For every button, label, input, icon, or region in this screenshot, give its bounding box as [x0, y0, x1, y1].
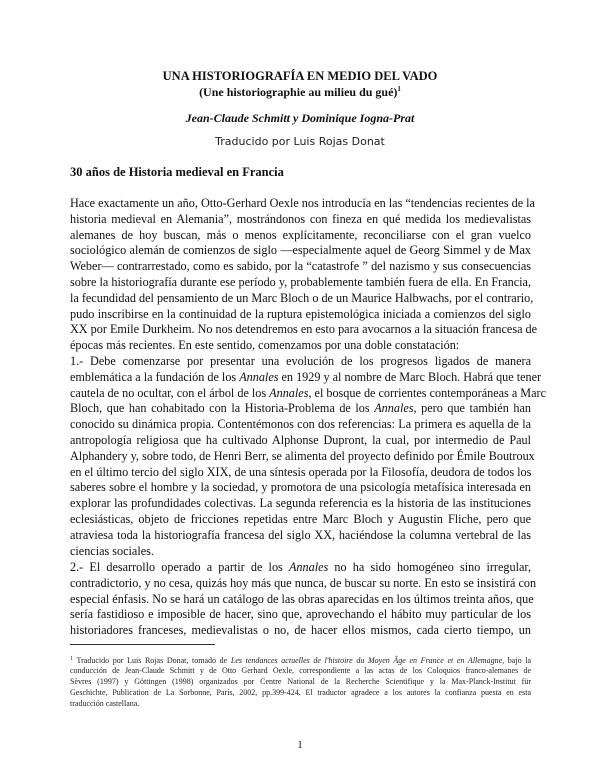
footnote-line	[70, 698, 531, 709]
text-segment: saberes sobre el hombre y la sociedad, y promotora de una psicología metafísica interesada en	[70, 480, 531, 495]
text-line	[70, 528, 531, 544]
footnote-marker: 1	[70, 656, 73, 662]
text-segment: emblemática a la fundación de los	[70, 369, 240, 384]
text-line: alemanes de hoy buscan, más o menos explícitamente, reconciliarse con el gran vuelco	[70, 227, 531, 242]
text-segment: 1.- Debe comenzarse por presentar una evolución de los progresos ligados de manera	[70, 354, 531, 368]
text-line	[70, 496, 531, 512]
text-line: la fecundidad del pensamiento de un Marc Bloch o de un Maurice Halbwachs, por el contrario,	[70, 290, 534, 305]
text-segment: Alphandery y, sobre todo, de Henri Berr, se alimenta del proyecto definido por Émile Boutroux	[70, 448, 535, 463]
text-segment: Traducido por Luis Rojas Donat, tomado de	[76, 656, 231, 665]
text-segment: Bloch, que han cohabitado con la Historia-Problema de los	[70, 401, 375, 416]
text-line	[70, 417, 531, 433]
text-line: XX por Emile Durkheim. No nos detendremos en esto para avocarnos a la situación francesa de	[70, 322, 538, 337]
text-line: sociológico alemán de comienzos de siglo —especialmente aquel de Georg Simmel y de Max	[70, 243, 531, 258]
text-line	[70, 480, 531, 496]
text-segment: cautela de no ocultar, con el árbol de los	[70, 385, 270, 400]
paragraph-intro	[70, 196, 538, 354]
translator-line: Traducido por Luis Rojas Donat	[215, 135, 385, 148]
italic-title: Annales	[269, 385, 309, 400]
text-segment: Sèvres (1997) y Göttingen (1998) organizados por Centre National de la Recherche Scientifique y la Max-Planck-Institut für	[70, 677, 531, 686]
text-segment: no ha sido homogéneo sino irregular,	[328, 560, 531, 574]
text-segment: sería fastidioso e imposible de hacer, sino que, aprovechando el hábito muy particular de los	[70, 607, 531, 622]
footnote-line	[70, 654, 531, 665]
text-segment: Geschichte, Publication de La Sorbonne, París, 2002, pp.399-424. El traductor agradece a los autores la confianza puesta en esta	[70, 688, 531, 697]
text-segment: contradictorio, y no cesa, quizás hoy más que nunca, de buscar su norte. En esto se insistirá con	[70, 575, 537, 590]
paragraph-point-one	[70, 354, 546, 559]
subtitle-text: (Une historiographie au milieu du gué)	[199, 85, 398, 99]
footnote-line	[70, 687, 531, 698]
text-line	[70, 401, 531, 417]
italic-title: Annales	[239, 369, 279, 384]
text-line	[70, 465, 531, 481]
footnote-separator	[70, 644, 215, 645]
text-segment: conducción de Jean-Claude Schmitt y de Otto Gerhard Oexle, correspondiente a las actas de los Coloquios franco-alemanes de	[70, 666, 531, 675]
text-segment: , pero que también han	[413, 401, 531, 416]
text-line	[70, 385, 546, 402]
text-line	[70, 575, 537, 592]
text-segment: historiadores franceses, medievalistas o no, de hacer ellos mismos, cada cierto tiempo, un	[70, 623, 531, 638]
footnote-line	[70, 665, 531, 676]
text-line: historia medieval en Alemania”, mostrándonos con fineza en qué medida los medievalistas	[70, 211, 531, 226]
text-segment: , el bosque de corrientes contemporáneas a Marc	[308, 385, 546, 400]
text-line	[70, 544, 531, 560]
text-line: pudo inscribirse en la continuidad de la ruptura epistemológica iniciada a comienzos del siglo	[70, 306, 531, 321]
text-line	[70, 512, 531, 528]
text-segment: especial énfasis. No se hará un catálogo de las obras aparecidas en los últimos treinta años, que	[70, 591, 534, 606]
text-line: Weber— contrarrestado, como es sabido, por la “catastrofe ” del nazismo y sus consecuencias	[70, 259, 531, 274]
text-line: Hace exactamente un año, Otto-Gerhard Oexle nos introducía en las “tendencias recientes de la	[70, 196, 535, 210]
authors-line: Jean-Claude Schmitt y Dominique Iogna-Prat	[185, 111, 415, 125]
text-segment: eclesiásticas, objeto de fricciones repetidas entre Marc Bloch y Augustin Fliche, pero que	[70, 511, 531, 526]
text-line	[70, 591, 534, 608]
text-segment: antropología religiosa que ha cultivado Alphonse Dupront, la cual, por intermedio de Paul	[70, 432, 531, 447]
text-line	[70, 448, 535, 465]
text-line	[70, 623, 531, 639]
document-subtitle	[0, 85, 600, 100]
text-line: sobre la historiografía durante ese período y, probablemente también fuera de ella. En Francia,	[70, 274, 531, 289]
text-line	[70, 369, 542, 386]
text-line	[70, 354, 531, 370]
text-segment: ciencias sociales.	[70, 543, 154, 558]
page-number: 1	[297, 739, 303, 751]
section-heading: 30 años de Historia medieval en Francia	[70, 165, 284, 179]
text-line	[70, 560, 531, 576]
footnote-line	[70, 676, 531, 687]
italic-title: Les tendances actuelles de l'histoire du Moyen Âge en France et en Allemagne	[230, 656, 503, 665]
footnote-reference[interactable]: 1	[397, 85, 401, 93]
italic-title: Annales	[374, 401, 414, 416]
footnote	[70, 654, 531, 709]
text-line	[70, 607, 531, 623]
text-segment: en 1929 y al nombre de Marc Bloch. Habrá que tener	[278, 369, 542, 384]
text-segment: en el último tercio del siglo XIX, de una síntesis operada por la Filosofía, deudora de todos los	[70, 464, 532, 479]
paragraph-point-two	[70, 560, 537, 639]
text-segment: traducción castellana.	[70, 699, 140, 708]
document-title: UNA HISTORIOGRAFÍA EN MEDIO DEL VADO	[162, 69, 438, 83]
text-line: épocas más recientes. En este sentido, comenzamos por una doble constatación:	[70, 338, 460, 353]
text-segment: atraviesa toda la historiografía francesa del siglo XX, haciéndose la columna vertebral de las	[70, 527, 531, 542]
text-segment: 2.- El desarrollo operado a partir de los	[70, 560, 289, 574]
text-segment: explorar las profundidades colectivas. La segunda referencia es la historia de las instituciones	[70, 496, 531, 511]
italic-title: Annales	[288, 560, 329, 574]
text-segment: conocido su dinámica propia. Contentémonos con dos referencias: La primera es aquella de la	[70, 417, 531, 432]
text-line	[70, 433, 531, 449]
text-segment: , bajo la	[502, 656, 531, 665]
